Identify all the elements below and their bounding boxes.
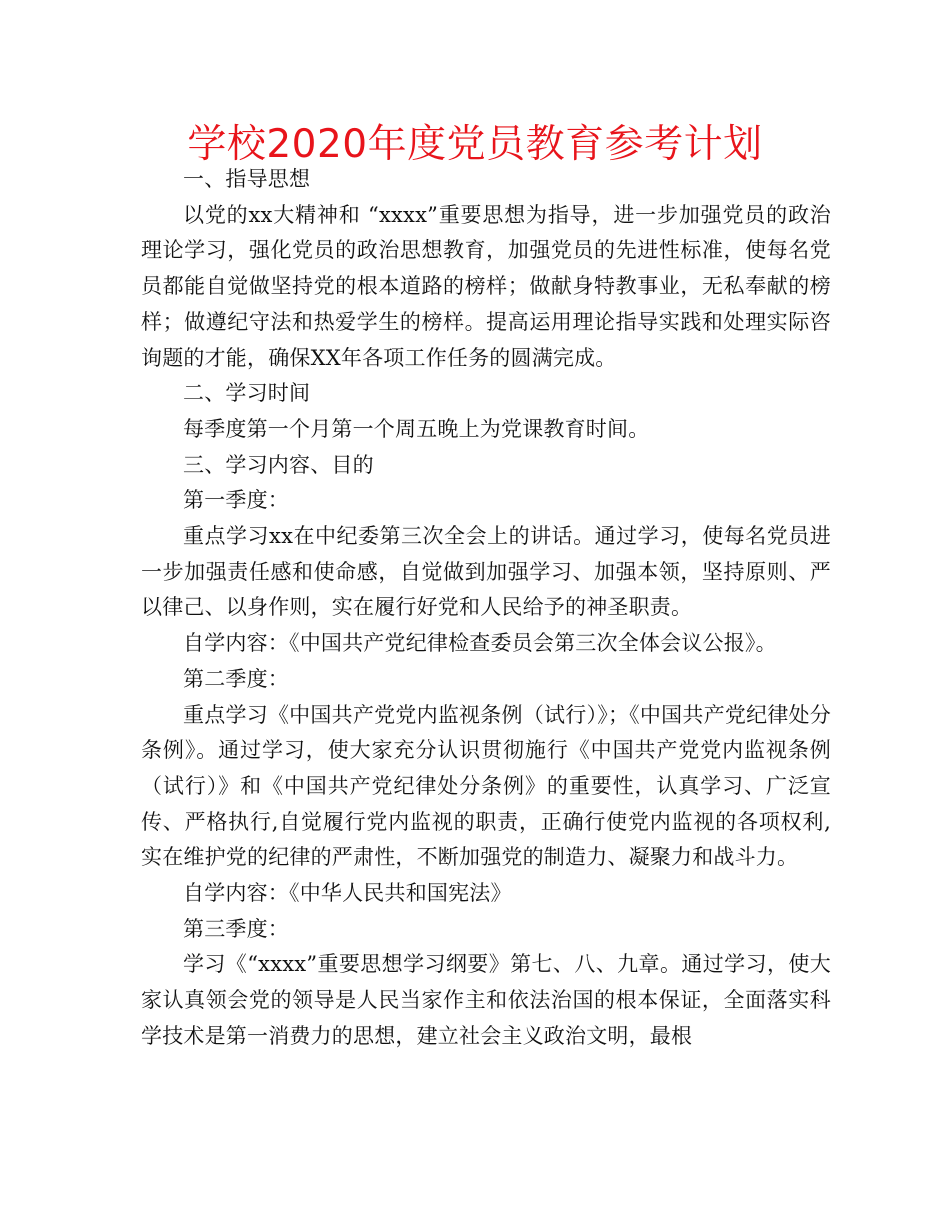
paragraph-guiding-thought: 以党的xx大精神和 “xxxx”重要思想为指导，进一步加强党员的政治理论学习，强化党员的政治思想教育，加强党员的先进性标准，使每名党员都能自觉做坚持党的根本道路的榜样；做献身特教事业，无私奉献的榜样；做遵纪守法和热爱学生的榜样。提高运用理论指导实践和处理实际咨询题的才能，确保XX年各项工作任务的圆满完成。 bbox=[141, 202, 831, 370]
paragraph-study-time: 每季度第一个月第一个周五晚上为党课教育时间。 bbox=[183, 416, 650, 441]
paragraph-first-quarter-self-study: 自学内容：《中国共产党纪律检查委员会第三次全体会议公报》。 bbox=[183, 631, 777, 656]
heading-second-quarter: 第二季度： bbox=[183, 666, 289, 691]
document-title: 学校2020年度党员教育参考计划 bbox=[187, 122, 763, 167]
heading-study-content: 三、学习内容、目的 bbox=[183, 452, 374, 477]
paragraph-second-quarter-focus: 重点学习《中国共产党党内监视条例（试行）》；《中国共产党纪律处分条例》。通过学习，使大家充分认识贯彻施行《中国共产党党内监视条例（试行）》和《中国共产党纪律处分条例》的重要性，认真学习、广泛宣传、严格执行,自觉履行党内监视的职责，正确行使党内监视的各项权利,实在维护党的纪律的严肃性，不断加强党的制造力、凝聚力和战斗力。 bbox=[141, 702, 831, 870]
heading-guiding-thought: 一、指导思想 bbox=[183, 167, 311, 191]
heading-third-quarter: 第三季度： bbox=[183, 916, 289, 941]
paragraph-second-quarter-self-study: 自学内容：《中华人民共和国宪法》 bbox=[183, 881, 512, 906]
heading-first-quarter: 第一季度： bbox=[183, 488, 289, 513]
paragraph-third-quarter-focus: 学习《“xxxx”重要思想学习纲要》第七、八、九章。通过学习，使大家认真领会党的领导是人民当家作主和依法治国的根本保证，全面落实科学技术是第一消费力的思想，建立社会主义政治文明，最根 bbox=[141, 952, 831, 1048]
paragraph-first-quarter-focus: 重点学习xx在中纪委第三次全会上的讲话。通过学习，使每名党员进一步加强责任感和使命感，自觉做到加强学习、加强本领，坚持原则、严以律己、以身作则，实在履行好党和人民给予的神圣职责。 bbox=[141, 524, 831, 620]
heading-study-time: 二、学习时间 bbox=[183, 381, 311, 406]
document-body bbox=[141, 162, 831, 1055]
